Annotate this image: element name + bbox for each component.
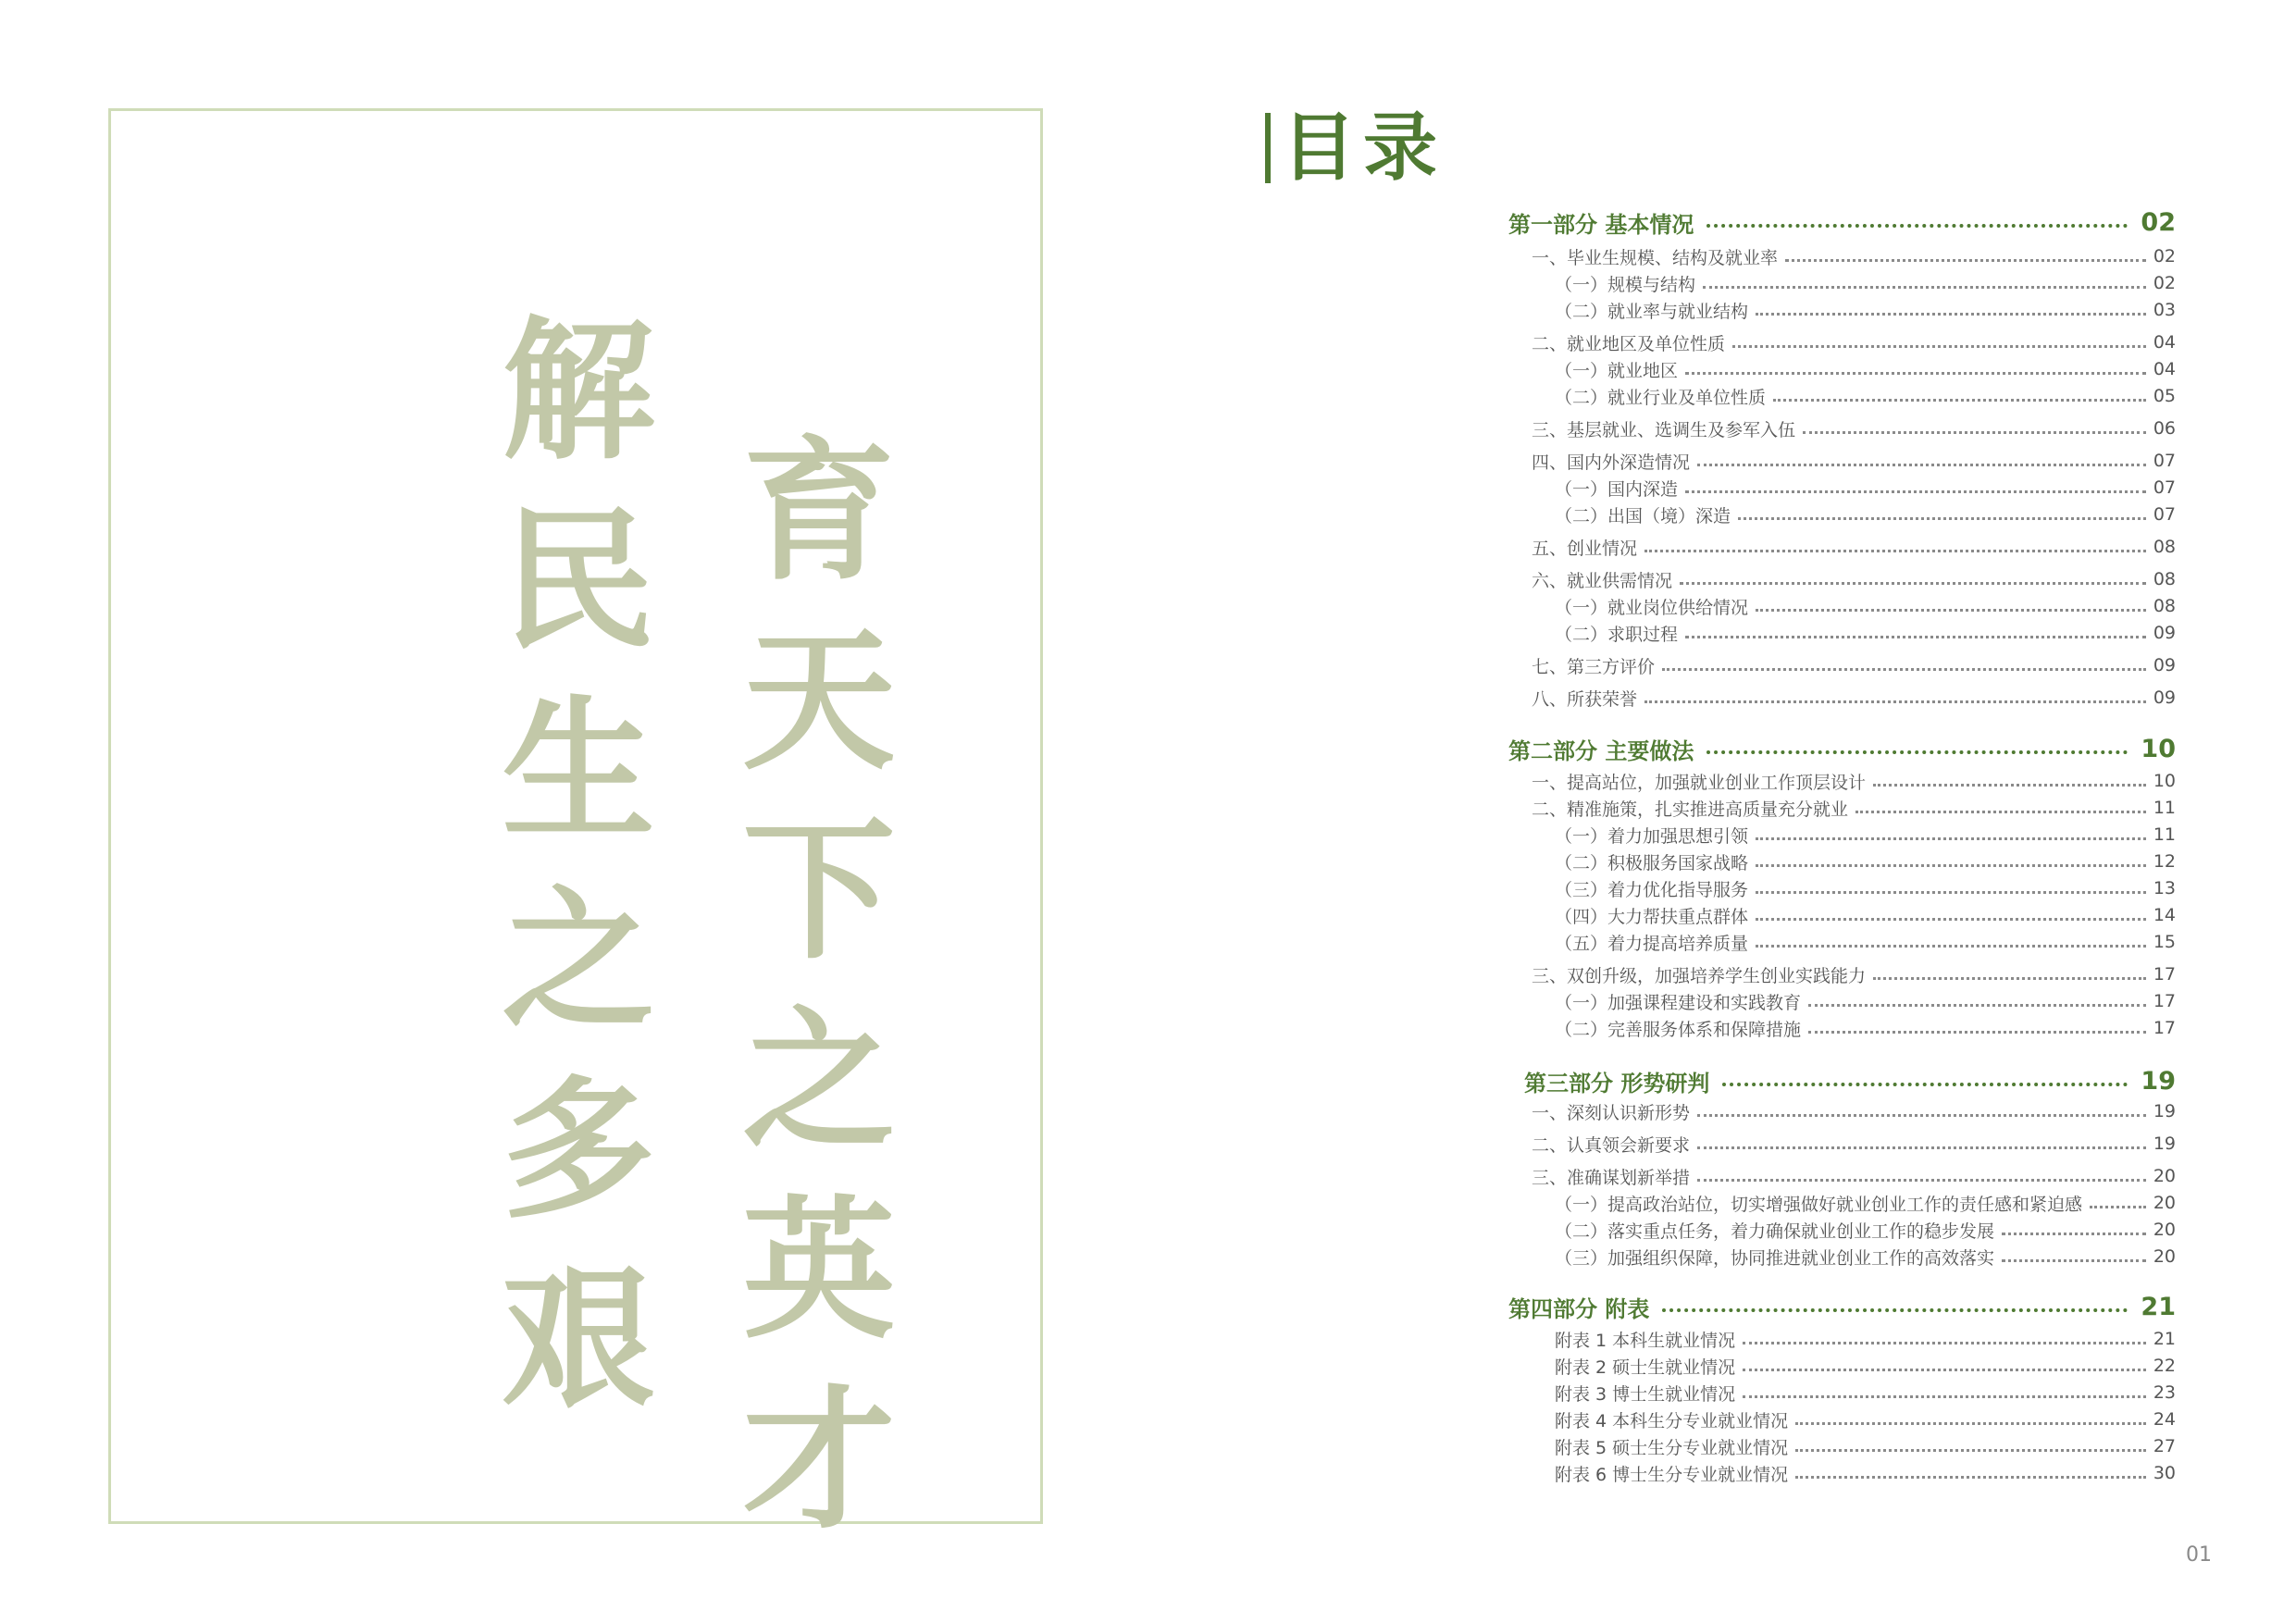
dot-leader [1743, 1369, 2146, 1371]
toc-entry-label: （一）规模与结构 [1555, 274, 1696, 295]
toc-entry[interactable] [1555, 1380, 2176, 1406]
toc-entry-label: 第四部分 附表 [1508, 1295, 1650, 1322]
toc-entry-page: 07 [2153, 451, 2176, 471]
toc-entry-label: 七、第三方评价 [1532, 656, 1656, 677]
dot-leader [1706, 224, 2128, 228]
toc-entry-page: 19 [2153, 1134, 2176, 1154]
toc-entry[interactable] [1532, 685, 2176, 711]
toc-entry[interactable] [1555, 1217, 2176, 1243]
toc-entry-page: 05 [2153, 386, 2176, 406]
toc-entry-page: 02 [2153, 273, 2176, 293]
dot-leader [1685, 490, 2146, 493]
toc-entry-label: （二）出国（境）深造 [1555, 505, 1731, 527]
dot-leader [1808, 1031, 2146, 1034]
toc-entry-label: 六、就业供需情况 [1532, 570, 1673, 591]
toc-entry[interactable] [1532, 534, 2176, 560]
toc-entry-page: 10 [2153, 771, 2176, 791]
dot-leader [1743, 1395, 2146, 1398]
toc-entry-page: 20 [2153, 1166, 2176, 1186]
toc-entry-label: 八、所获荣誉 [1532, 688, 1638, 710]
toc-entry-page: 14 [2153, 905, 2176, 925]
dot-leader [1697, 1146, 2146, 1149]
toc-entry-label: 第二部分 主要做法 [1508, 737, 1694, 764]
toc-entry[interactable] [1532, 1098, 2176, 1124]
dot-leader [1795, 1476, 2146, 1479]
toc-entry[interactable] [1555, 475, 2176, 501]
toc-entry-page: 12 [2153, 851, 2176, 872]
toc-entry[interactable] [1555, 1460, 2176, 1486]
dot-leader [1738, 517, 2146, 520]
dot-leader [1644, 700, 2146, 703]
toc-entry[interactable] [1555, 1406, 2176, 1432]
toc-entry-label: （二）就业行业及单位性质 [1555, 387, 1767, 408]
calligraphy-char: 民 [502, 490, 655, 670]
toc-entry-page: 23 [2153, 1382, 2176, 1403]
toc-entry[interactable] [1532, 448, 2176, 474]
dot-leader [1706, 750, 2128, 754]
toc-entry-page: 17 [2153, 991, 2176, 1011]
toc-entry-label: （四）大力帮扶重点群体 [1555, 906, 1749, 927]
toc-entry-label: （二）就业率与就业结构 [1555, 301, 1749, 322]
dot-leader [1697, 464, 2146, 466]
toc-entry[interactable] [1532, 1131, 2176, 1157]
toc-entry-page: 20 [2153, 1246, 2176, 1267]
toc-entry-label: （一）国内深造 [1555, 478, 1679, 500]
toc-entry-page: 04 [2153, 332, 2176, 353]
toc-entry[interactable] [1532, 329, 2176, 355]
toc-entry-page: 20 [2153, 1193, 2176, 1213]
toc-entry-page: 07 [2153, 477, 2176, 498]
toc-entry-page: 09 [2153, 655, 2176, 675]
dot-leader [1756, 945, 2146, 948]
calligraphy-char: 生 [502, 680, 655, 860]
toc-entry-label: 一、提高站位，加强就业创业工作顶层设计 [1532, 772, 1867, 793]
toc-entry[interactable] [1555, 1433, 2176, 1459]
toc-part-heading[interactable] [1508, 732, 2176, 765]
dot-leader [1756, 609, 2146, 612]
toc-entry[interactable] [1555, 1190, 2176, 1216]
toc-entry-page: 13 [2153, 878, 2176, 898]
toc-entry[interactable] [1532, 961, 2176, 987]
dot-leader [1873, 977, 2146, 980]
calligraphy-char: 才 [742, 1369, 896, 1549]
calligraphy-frame [108, 108, 1043, 1549]
toc-entry-label: 附表 2 硕士生就业情况 [1555, 1357, 1736, 1378]
dot-leader [1697, 1179, 2146, 1182]
toc-entry-label: 五、创业情况 [1532, 538, 1638, 559]
toc-entry-page: 09 [2153, 688, 2176, 708]
toc-entry[interactable] [1532, 1163, 2176, 1189]
toc-entry-label: （一）加强课程建设和实践教育 [1555, 992, 1802, 1013]
page-title: 目录 [1282, 105, 1445, 191]
dot-leader [1756, 864, 2146, 867]
dot-leader [1855, 811, 2146, 813]
toc-entry[interactable] [1532, 566, 2176, 592]
toc-entry[interactable] [1555, 383, 2176, 409]
toc-entry[interactable] [1555, 875, 2176, 901]
toc-entry-label: 三、准确谋划新举措 [1532, 1167, 1691, 1188]
toc-entry-label: （一）着力加强思想引领 [1555, 825, 1749, 847]
toc-entry-page: 15 [2153, 932, 2176, 952]
toc-entry[interactable] [1555, 620, 2176, 646]
toc-entry[interactable] [1555, 902, 2176, 928]
toc-entry-page: 08 [2153, 537, 2176, 557]
toc-entry-page: 02 [2153, 246, 2176, 266]
toc-entry-page: 19 [2141, 1066, 2176, 1096]
toc-entry-label: 附表 1 本科生就业情况 [1555, 1330, 1736, 1351]
toc-entry-label: 二、就业地区及单位性质 [1532, 333, 1726, 354]
dot-leader [1756, 891, 2146, 894]
calligraphy-char: 英 [742, 1180, 896, 1359]
dot-leader [1722, 1083, 2128, 1086]
toc-entry-label: 三、基层就业、选调生及参军入伍 [1532, 419, 1796, 440]
toc-entry-page: 09 [2153, 623, 2176, 643]
calligraphy-left-column [463, 301, 694, 1429]
toc-entry-label: 附表 6 博士生分专业就业情况 [1555, 1464, 1789, 1485]
toc-entry-page: 04 [2153, 359, 2176, 379]
toc-entry-page: 17 [2153, 1018, 2176, 1038]
dot-leader [1732, 345, 2146, 348]
dot-leader [2090, 1206, 2146, 1208]
toc-entry[interactable] [1555, 1353, 2176, 1379]
toc-entry[interactable] [1555, 822, 2176, 848]
dot-leader [1743, 1342, 2146, 1344]
toc-entry[interactable] [1555, 1015, 2176, 1041]
toc-entry-page: 20 [2153, 1220, 2176, 1240]
dot-leader [1803, 431, 2146, 434]
title-accent-bar [1265, 113, 1271, 183]
dot-leader [1756, 918, 2146, 921]
calligraphy-char: 解 [502, 301, 655, 480]
toc-entry-label: （一）提高政治站位，切实增强做好就业创业工作的责任感和紧迫感 [1555, 1194, 2083, 1215]
calligraphy-char: 之 [502, 870, 655, 1049]
toc-entry-label: 附表 3 博士生就业情况 [1555, 1383, 1736, 1405]
dot-leader [2002, 1259, 2146, 1262]
toc-entry[interactable] [1555, 593, 2176, 619]
dot-leader [1685, 372, 2146, 375]
toc-entry-page: 30 [2153, 1463, 2176, 1483]
toc-entry-label: （二）完善服务体系和保障措施 [1555, 1019, 1802, 1040]
toc-entry-page: 08 [2153, 569, 2176, 589]
toc-entry-label: 一、毕业生规模、结构及就业率 [1532, 247, 1779, 268]
dot-leader [1644, 550, 2146, 552]
dot-leader [1703, 286, 2146, 289]
toc-part-heading[interactable] [1508, 1290, 2176, 1323]
toc-entry-label: 三、双创升级，加强培养学生创业实践能力 [1532, 965, 1867, 986]
toc-entry-page: 22 [2153, 1356, 2176, 1376]
dot-leader [1873, 784, 2146, 787]
toc-entry-label: 第三部分 形势研判 [1524, 1070, 1710, 1096]
toc-entry-page: 10 [2141, 734, 2176, 763]
toc-entry-label: （二）求职过程 [1555, 624, 1679, 645]
toc-entry-page: 11 [2153, 824, 2176, 845]
toc-entry-label: 二、认真领会新要求 [1532, 1134, 1691, 1156]
calligraphy-char: 天 [742, 611, 896, 790]
toc-entry-label: （三）着力优化指导服务 [1555, 879, 1749, 900]
toc-entry-page: 03 [2153, 300, 2176, 320]
toc-entry[interactable] [1555, 502, 2176, 527]
toc-entry-label: （二）落实重点任务，着力确保就业创业工作的稳步发展 [1555, 1220, 1995, 1242]
calligraphy-char: 艰 [502, 1249, 655, 1429]
toc-entry[interactable] [1555, 356, 2176, 382]
toc-entry[interactable] [1555, 849, 2176, 874]
dot-leader [1808, 1004, 2146, 1007]
toc-entry-label: （五）着力提高培养质量 [1555, 933, 1749, 954]
toc-entry-page: 02 [2141, 207, 2176, 237]
toc-entry-label: 二、精准施策，扎实推进高质量充分就业 [1532, 799, 1849, 820]
toc-part-heading[interactable] [1524, 1064, 2176, 1097]
calligraphy-char: 多 [502, 1059, 655, 1239]
toc-entry-page: 11 [2153, 798, 2176, 818]
page-number: 01 [2186, 1543, 2212, 1567]
dot-leader [1685, 636, 2146, 638]
toc-part-heading[interactable] [1508, 205, 2176, 239]
calligraphy-char: 下 [742, 800, 896, 980]
dot-leader [1662, 1308, 2128, 1312]
dot-leader [1697, 1114, 2146, 1117]
toc-entry-label: （二）积极服务国家战略 [1555, 852, 1749, 873]
toc-entry-page: 27 [2153, 1436, 2176, 1456]
toc-entry[interactable] [1555, 929, 2176, 955]
dot-leader [1662, 668, 2146, 671]
dot-leader [1795, 1422, 2146, 1425]
calligraphy-char: 育 [742, 421, 896, 601]
toc-entry[interactable] [1532, 652, 2176, 678]
toc-entry-label: （一）就业岗位供给情况 [1555, 597, 1749, 618]
toc-entry-page: 06 [2153, 418, 2176, 439]
toc-entry-label: 四、国内外深造情况 [1532, 452, 1691, 473]
dot-leader [1795, 1449, 2146, 1452]
toc-entry-label: （三）加强组织保障，协同推进就业创业工作的高效落实 [1555, 1247, 1995, 1269]
dot-leader [1773, 399, 2146, 402]
toc-entry-label: 第一部分 基本情况 [1508, 211, 1694, 238]
toc-entry-page: 21 [2153, 1329, 2176, 1349]
toc-entry-label: 一、深刻认识新形势 [1532, 1102, 1691, 1123]
toc-entry-page: 07 [2153, 504, 2176, 525]
calligraphy-char: 之 [742, 990, 896, 1170]
toc-entry-page: 24 [2153, 1409, 2176, 1430]
dot-leader [2002, 1233, 2146, 1235]
toc-entry[interactable] [1555, 988, 2176, 1014]
toc-entry[interactable] [1555, 297, 2176, 323]
dot-leader [1756, 313, 2146, 316]
toc-entry[interactable] [1532, 415, 2176, 441]
toc-entry[interactable] [1555, 270, 2176, 296]
dot-leader [1785, 259, 2146, 262]
toc-entry[interactable] [1532, 795, 2176, 821]
toc-entry-label: 附表 4 本科生分专业就业情况 [1555, 1410, 1789, 1431]
toc-entry[interactable] [1532, 768, 2176, 794]
toc-entry-page: 17 [2153, 964, 2176, 985]
toc-entry-label: 附表 5 硕士生分专业就业情况 [1555, 1437, 1789, 1458]
toc-entry[interactable] [1555, 1326, 2176, 1352]
toc-entry-label: （一）就业地区 [1555, 360, 1679, 381]
toc-entry-page: 19 [2153, 1101, 2176, 1121]
toc-entry[interactable] [1555, 1244, 2176, 1270]
calligraphy-right-column [703, 421, 935, 1549]
toc-entry[interactable] [1532, 243, 2176, 269]
toc-entry-page: 21 [2141, 1292, 2176, 1321]
toc-entry-page: 08 [2153, 596, 2176, 616]
dot-leader [1756, 837, 2146, 840]
dot-leader [1680, 582, 2146, 585]
